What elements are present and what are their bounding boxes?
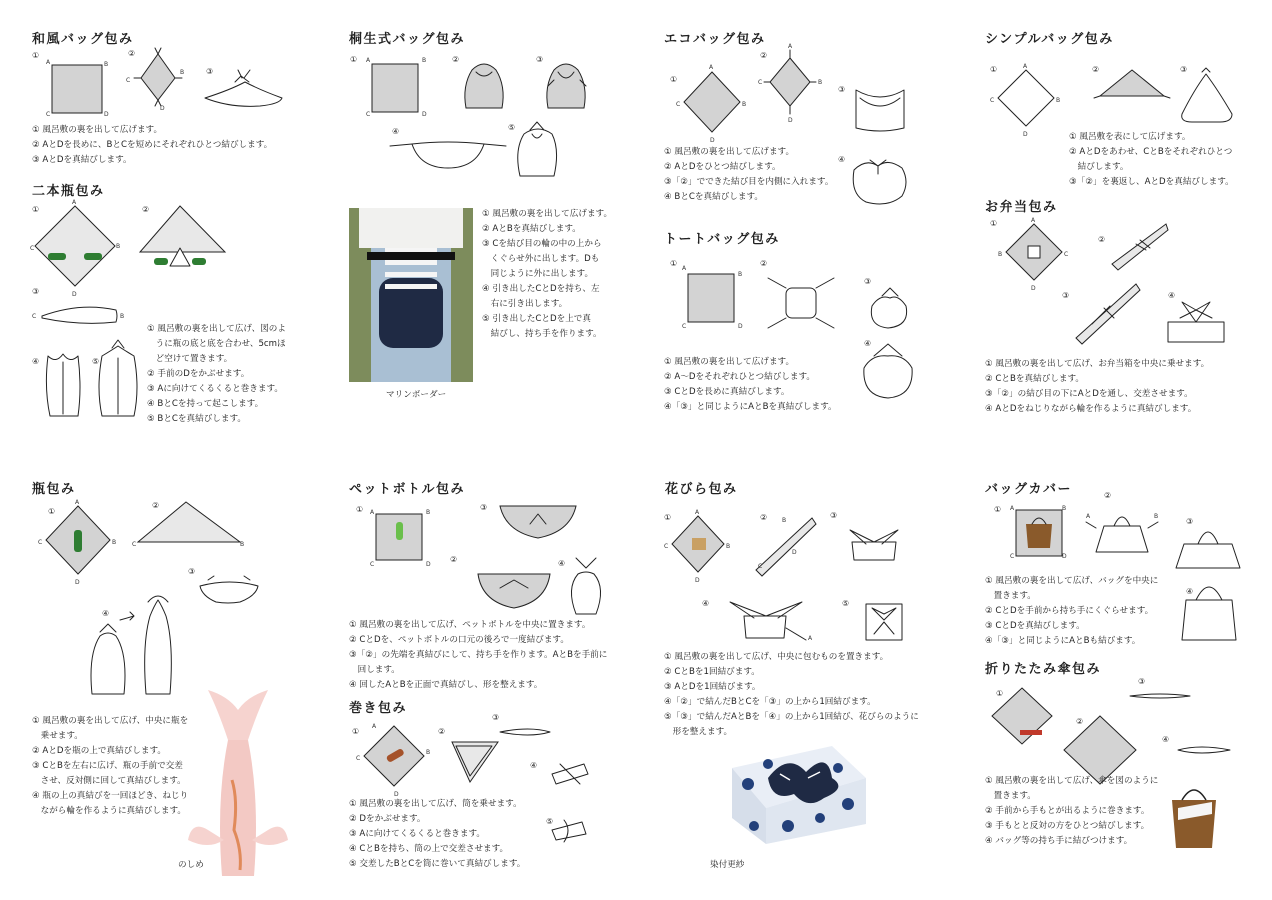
bento-illustrations [988,214,1258,352]
svg-text:B: B [426,509,431,516]
step-text: ③「②」を裏返し、AとDを真結びします。 [1069,177,1234,187]
step-text: 置きます。 [985,591,1036,601]
svg-text:②: ② [1098,235,1106,244]
svg-text:A: A [75,499,80,506]
svg-text:①: ① [670,259,678,268]
svg-text:D: D [710,137,715,144]
svg-text:C: C [682,323,687,330]
svg-text:①: ① [990,219,998,228]
step-text: ④ CとBを持ち、筒の上で交差させます。 [349,844,509,854]
svg-text:①: ① [352,727,360,736]
svg-text:D: D [738,323,743,330]
svg-text:④: ④ [1162,735,1170,744]
svg-text:D: D [426,561,431,568]
eco-illustrations [668,42,918,150]
step-text: ど空けて置きます。 [147,354,233,364]
svg-text:④: ④ [558,559,566,568]
svg-text:D: D [104,111,109,118]
svg-text:A: A [366,57,371,64]
step-text: ③「②」の結び目の下にAとDを通し、交差させます。 [985,389,1193,399]
svg-text:②: ② [152,501,160,510]
svg-text:B: B [1154,513,1159,520]
svg-text:③: ③ [1138,677,1146,686]
wafu-illustrations [30,48,300,123]
svg-text:B: B [240,541,245,548]
step-text: ④ 瓶の上の真結びを一回ほどき、ねじり [32,791,189,801]
step-text: ② CとDを、ペットボトルの口元の後ろで一度結びます。 [349,635,569,645]
step-text: ① 風呂敷の裏を出して広げ、ペットボトルを中央に置きます。 [349,620,591,630]
step-text: ④ BとCを持って起こします。 [147,399,264,409]
svg-text:B: B [180,69,185,76]
svg-text:D: D [1031,285,1036,292]
step-text: ② AとDをひとつ結びします。 [664,162,781,172]
step-text: ① 風呂敷の裏を出して広げ、筒を乗せます。 [349,799,522,809]
step-text: ③「②」の先端を真結びにして、持ち手を作ります。AとBを手前に [349,650,608,660]
eco-steps [664,145,833,205]
section-title-eco: エコバッグ包み [664,32,766,47]
step-text: ③ CとDを真結びします。 [985,621,1085,631]
step-text: ④ 引き出したCとDを持ち、左 [482,284,600,294]
step-text: ② AとBを真結びします。 [482,224,581,234]
step-text: ④「③」と同じようにAとBを真結びします。 [664,402,837,412]
simple-steps [1069,130,1234,190]
wafu-steps [32,123,272,168]
svg-text:⑤: ⑤ [842,599,850,608]
section-title-bento: お弁当包み [985,200,1058,215]
bin-illustrations [30,494,270,706]
svg-text:④: ④ [838,155,846,164]
svg-text:①: ① [996,689,1004,698]
bento-steps [985,357,1209,417]
svg-text:C: C [664,543,669,550]
furoshiki-cloth [141,54,175,100]
kiryu-steps [482,207,612,342]
step-text: ③ Aに向けてくるくると巻きます。 [349,829,485,839]
pet-steps [349,618,607,693]
step-text: ② A～Dをそれぞれひとつ結びします。 [664,372,815,382]
svg-text:B: B [426,749,431,756]
section-title-bagcover: バッグカバー [985,482,1073,497]
svg-text:①: ① [32,205,40,214]
svg-text:C: C [46,111,51,118]
maki-steps [349,797,525,872]
kasa-illustrations [990,672,1250,772]
svg-text:A: A [1031,217,1036,224]
svg-text:B: B [104,61,109,68]
svg-text:②: ② [1104,491,1112,500]
svg-text:B: B [1062,505,1067,512]
photo-sometsuke-sarasa [728,738,868,848]
svg-text:A: A [72,199,77,206]
step-text: 結びし、持ち手を作ります。 [482,329,602,339]
svg-text:D: D [394,791,399,798]
step-text: うに瓶の底と底を合わせ、5cmほ [147,339,286,349]
photo-caption-sometsuke-sarasa: 染付更紗 [710,860,745,870]
bagcover-steps [985,574,1158,649]
svg-text:A: A [682,265,687,272]
svg-text:②: ② [128,49,136,58]
svg-text:B: B [998,251,1003,258]
step-text: ② 手前から手もとが出るように巻きます。 [985,806,1150,816]
step-text: ① 風呂敷の裏を出して広げ、バッグを中央に [985,576,1159,586]
section-title-kiryu: 桐生式バッグ包み [349,32,466,47]
furoshiki-cloth [35,206,115,286]
step-text: 乗せます。 [32,731,83,741]
svg-text:D: D [160,105,165,112]
svg-text:③: ③ [864,277,872,286]
kiryu-illustrations [348,50,618,190]
tote-steps [664,355,837,415]
svg-text:③: ③ [188,567,196,576]
svg-text:D: D [72,291,77,298]
svg-text:D: D [788,117,793,124]
svg-text:③: ③ [32,287,40,296]
step-text: ③ CとDを長めに真結びします。 [664,387,790,397]
bottle [48,253,66,260]
step-text: ① 風呂敷の裏を出して広げます。 [482,209,613,219]
svg-text:⑤: ⑤ [92,357,100,366]
step-text: 形を整えます。 [664,727,733,737]
eco-step4-illustration [836,148,916,208]
simple-illustrations [988,60,1258,140]
step-text: ③ Aに向けてくるくると巻きます。 [147,384,283,394]
step-text: ④ AとDをねじりながら輪を作るように真結びします。 [985,404,1197,414]
svg-text:②: ② [1076,717,1084,726]
step-text: ② Dをかぶせます。 [349,814,426,824]
svg-text:②: ② [450,555,458,564]
photo-caption-marine-border: マリンボーダー [386,390,447,400]
section-title-hanabira: 花びら包み [665,482,738,497]
svg-text:④: ④ [530,761,538,770]
nihonbin-steps [147,322,286,427]
step-text: ① 風呂敷の裏を出して広げ、お弁当箱を中央に乗せます。 [985,359,1210,369]
svg-text:A: A [808,635,813,642]
svg-text:②: ② [760,259,768,268]
svg-text:①: ① [990,65,998,74]
step-text: ① 風呂敷の裏を出して広げ、中央に包むものを置きます。 [664,652,889,662]
svg-text:C: C [32,313,37,320]
step-text: ① 風呂敷の裏を出して広げます。 [664,147,795,157]
step-text: ① 風呂敷の裏を出して広げます。 [664,357,795,367]
svg-text:B: B [120,313,125,320]
section-title-wafu: 和風バッグ包み [32,32,134,47]
step-text: 結びします。 [1069,162,1129,172]
step-text: ② AとDを瓶の上で真結びします。 [32,746,166,756]
photo-caption-noshime: のしめ [178,860,204,870]
photo-marine-border-bag [349,208,473,382]
svg-text:C: C [30,245,35,252]
step-text: させ、反対側に回して真結びします。 [32,776,186,786]
svg-text:B: B [818,79,823,86]
svg-text:D: D [422,111,427,118]
svg-text:C: C [990,97,995,104]
svg-text:③: ③ [536,55,544,64]
svg-text:B: B [116,243,121,250]
svg-text:C: C [366,111,371,118]
svg-text:D: D [1062,553,1067,560]
svg-text:⑤: ⑤ [508,123,516,132]
step-text: ③ 手もとと反対の方をひとつ結びします。 [985,821,1150,831]
svg-text:①: ① [350,55,358,64]
svg-text:A: A [1010,505,1015,512]
step-text: ① 風呂敷の裏を出して広げ、図のよ [147,324,286,334]
step-text: ② 手前のDをかぶせます。 [147,369,250,379]
step-text: 右に引き出します。 [482,299,568,309]
photo-marine-border-bag [349,208,473,382]
svg-text:C: C [1010,553,1015,560]
step-text: ③ Cを結び目の輪の中の上から [482,239,602,249]
step-text: ② AとDを長めに、BとCを短めにそれぞれひとつ結びします。 [32,140,273,150]
svg-text:B: B [1056,97,1061,104]
svg-text:④: ④ [1186,587,1194,596]
svg-text:B: B [422,57,427,64]
section-title-kasa: 折りたたみ傘包み [985,662,1102,677]
pet-illustrations [350,498,620,618]
svg-text:A: A [46,59,51,66]
svg-text:C: C [126,77,131,84]
svg-text:A: A [788,43,793,50]
svg-text:C: C [758,79,763,86]
svg-text:C: C [356,755,361,762]
step-text: ④「③」と同じようにAとBも結びます。 [985,636,1141,646]
bin-steps [32,714,188,819]
svg-text:③: ③ [492,713,500,722]
svg-text:③: ③ [830,511,838,520]
svg-text:B: B [112,539,117,546]
step-text: ① 風呂敷を表にして広げます。 [1069,132,1191,142]
svg-text:B: B [782,517,787,524]
svg-text:C: C [370,561,375,568]
svg-text:②: ② [438,727,446,736]
svg-text:②: ② [142,205,150,214]
svg-text:④: ④ [864,339,872,348]
step-text: ② AとDをあわせ、CとBをそれぞれひとつ [1069,147,1233,157]
step-text: ② CとBを真結びします。 [985,374,1084,384]
svg-text:D: D [792,549,797,556]
step-text: ② CとBを1回結びます。 [664,667,760,677]
svg-text:①: ① [664,513,672,522]
furoshiki-cloth [140,206,225,252]
photo-sometsuke-sarasa [728,738,868,848]
step-number: ① [32,51,40,60]
step-text: ③ AとDを真結びします。 [32,155,132,165]
hanabira-steps [664,650,919,740]
step-text: くぐらせ外に出します。Dも [482,254,600,264]
svg-text:A: A [372,723,377,730]
step-text: ② CとDを手前から持ち手にくぐらせます。 [985,606,1154,616]
svg-text:②: ② [1092,65,1100,74]
svg-text:C: C [676,101,681,108]
svg-text:①: ① [994,505,1002,514]
svg-text:④: ④ [102,609,110,618]
step-text: ① 風呂敷の裏を出して広げます。 [32,125,163,135]
section-title-tote: トートバッグ包み [664,232,780,247]
step-text: ⑤ 交差したBとCを筒に巻いて真結びします。 [349,859,526,869]
step-text: ④「②」で結んだBとCを「③」の上から1回結びます。 [664,697,876,707]
svg-text:②: ② [452,55,460,64]
svg-text:③: ③ [480,503,488,512]
svg-text:C: C [1064,251,1069,258]
svg-text:C: C [132,541,137,548]
kasa-steps [985,774,1158,849]
step-text: ④ BとCを真結びします。 [664,192,763,202]
svg-text:④: ④ [1168,291,1176,300]
step-text: ⑤「③」で結んだAとBを「④」の上から1回結び、花びらのように [664,712,919,722]
step-text: ⑤ BとCを真結びします。 [147,414,246,424]
photo-noshime-bottle [188,680,288,876]
section-title-pet: ペットボトル包み [349,482,466,497]
svg-text:④: ④ [32,357,40,366]
step-text: 置きます。 [985,791,1036,801]
svg-text:D: D [75,579,80,586]
step-text: ④ バッグ等の持ち手に結びつけます。 [985,836,1133,846]
svg-text:D: D [1023,131,1028,138]
step-text: ① 風呂敷の裏を出して広げ、傘を図のように [985,776,1159,786]
step-text: ③ CとBを左右に広げ、瓶の手前で交差 [32,761,183,771]
svg-text:A: A [370,509,375,516]
svg-text:D: D [695,577,700,584]
svg-text:C: C [758,563,763,570]
svg-text:①: ① [670,75,678,84]
svg-text:B: B [742,101,747,108]
photo-umbrella-bag [1166,778,1222,850]
svg-text:A: A [1086,513,1091,520]
svg-text:③: ③ [838,85,846,94]
svg-text:④: ④ [392,127,400,136]
svg-text:B: B [738,271,743,278]
svg-text:③: ③ [206,67,214,76]
section-title-bin: 瓶包み [32,482,76,497]
svg-text:③: ③ [1180,65,1188,74]
svg-text:C: C [38,539,43,546]
section-title-maki: 巻き包み [349,701,408,716]
svg-text:B: B [726,543,731,550]
svg-text:②: ② [760,51,768,60]
svg-text:A: A [709,64,714,71]
step-text: ③ AとDを1回結びます。 [664,682,761,692]
svg-text:③: ③ [1186,517,1194,526]
step-text: ⑤ 引き出したCとDを上で真 [482,314,591,324]
step-text: ながら輪を作るように真結びします。 [32,806,187,816]
svg-text:A: A [1023,63,1028,70]
section-title-simple: シンプルバッグ包み [985,32,1114,47]
svg-text:A: A [695,509,700,516]
step-text: 同じように外に出します。 [482,269,594,279]
furoshiki-cloth [372,64,418,112]
svg-text:④: ④ [702,599,710,608]
hanabira-illustrations [662,506,922,646]
step-text: ④ 回したAとBを正面で真結びし、形を整えます。 [349,680,543,690]
step-text: ① 風呂敷の裏を出して広げ、中央に瓶を [32,716,189,726]
photo-umbrella-bag [1166,778,1222,850]
photo-noshime-bottle [188,680,288,876]
svg-text:②: ② [760,513,768,522]
svg-text:③: ③ [1062,291,1070,300]
svg-text:⑤: ⑤ [546,817,554,826]
svg-text:①: ① [356,505,364,514]
step-text: ③「②」でできた結び目を内側に入れます。 [664,177,834,187]
bottle [84,253,102,260]
svg-text:①: ① [48,507,56,516]
step-text: 回します。 [349,665,400,675]
section-title-nihonbin: 二本瓶包み [32,184,105,199]
furoshiki-cloth [52,65,102,113]
